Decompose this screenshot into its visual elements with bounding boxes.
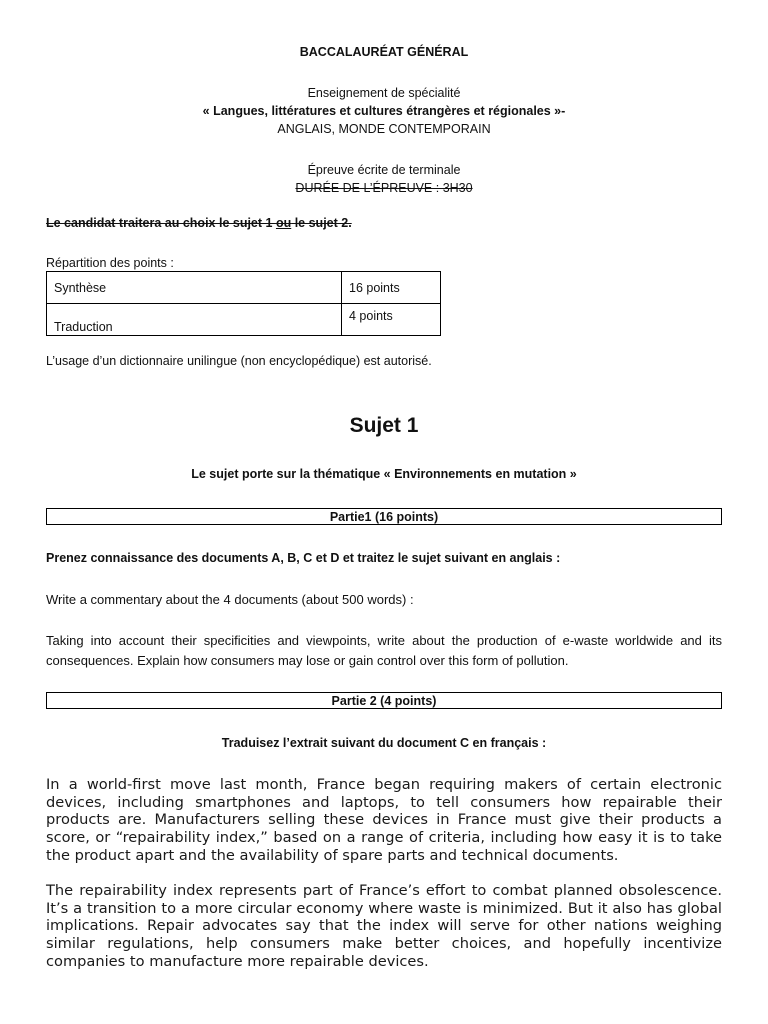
part2-instruction: Traduisez l’extrait suivant du document C en français : <box>221 736 547 750</box>
header-line-exam-type: Épreuve écrite de terminale <box>307 163 461 177</box>
points-item: Traduction <box>47 304 342 336</box>
part1-details: Taking into account their specificities and viewpoints, write about the production of e-waste worldwide and its consequences. Explain how consumers may lose or gain control over this form of pollution. <box>46 633 722 668</box>
choice-note <box>46 216 352 230</box>
exam-duration: DURÉE DE L’ÉPREUVE : 3H30 <box>295 181 473 195</box>
points-label: Répartition des points : <box>46 256 174 270</box>
points-value: 4 points <box>342 304 441 336</box>
table-row <box>47 272 441 304</box>
table-row <box>47 304 441 336</box>
header-line-subject: ANGLAIS, MONDE CONTEMPORAIN <box>277 122 491 136</box>
choice-note-before: Le candidat traitera au choix le sujet 1 <box>46 216 276 230</box>
part1-heading: Partie1 (16 points) <box>46 508 722 525</box>
translation-paragraph-2: The repairability index represents part of France’s effort to combat planned obsolescence. It’s a transition to a more circular economy where waste is minimized. But it also has global implications. Repair advocates say that the index will serve for other nations weighing similar regulations, help consumers make better choices, and hopefully incentivize companies to manufacture more repairable devices. <box>46 882 722 970</box>
points-table <box>46 271 441 336</box>
document-title: BACCALAURÉAT GÉNÉRAL <box>299 45 469 59</box>
header-line-course: « Langues, littératures et cultures étrangères et régionales »- <box>202 104 566 118</box>
points-item: Synthèse <box>47 272 342 304</box>
subject-theme: Le sujet porte sur la thématique « Environnements en mutation » <box>191 467 577 481</box>
translation-paragraph-1: In a world-first move last month, France began requiring makers of certain electronic devices, including smartphones and laptops, to tell consumers how repairable their products are. Manufacturers selling these devices in France must give their products a score, or “repairability index,” based on a range of criteria, including how easy it is to take the product apart and the availability of spare parts and technical documents. <box>46 776 722 864</box>
header-line-specialty: Enseignement de spécialité <box>307 86 461 100</box>
part1-task: Write a commentary about the 4 documents (about 500 words) : <box>46 592 414 607</box>
subject-title: Sujet 1 <box>349 414 419 437</box>
dictionary-note: L’usage d’un dictionnaire unilingue (non encyclopédique) est autorisé. <box>46 354 432 368</box>
part1-instruction: Prenez connaissance des documents A, B, C et D et traitez le sujet suivant en anglais : <box>46 551 561 565</box>
part2-heading: Partie 2 (4 points) <box>46 692 722 709</box>
choice-note-underlined: ou <box>275 216 292 230</box>
choice-note-after: le sujet 2. <box>291 216 352 230</box>
points-value: 16 points <box>342 272 441 304</box>
